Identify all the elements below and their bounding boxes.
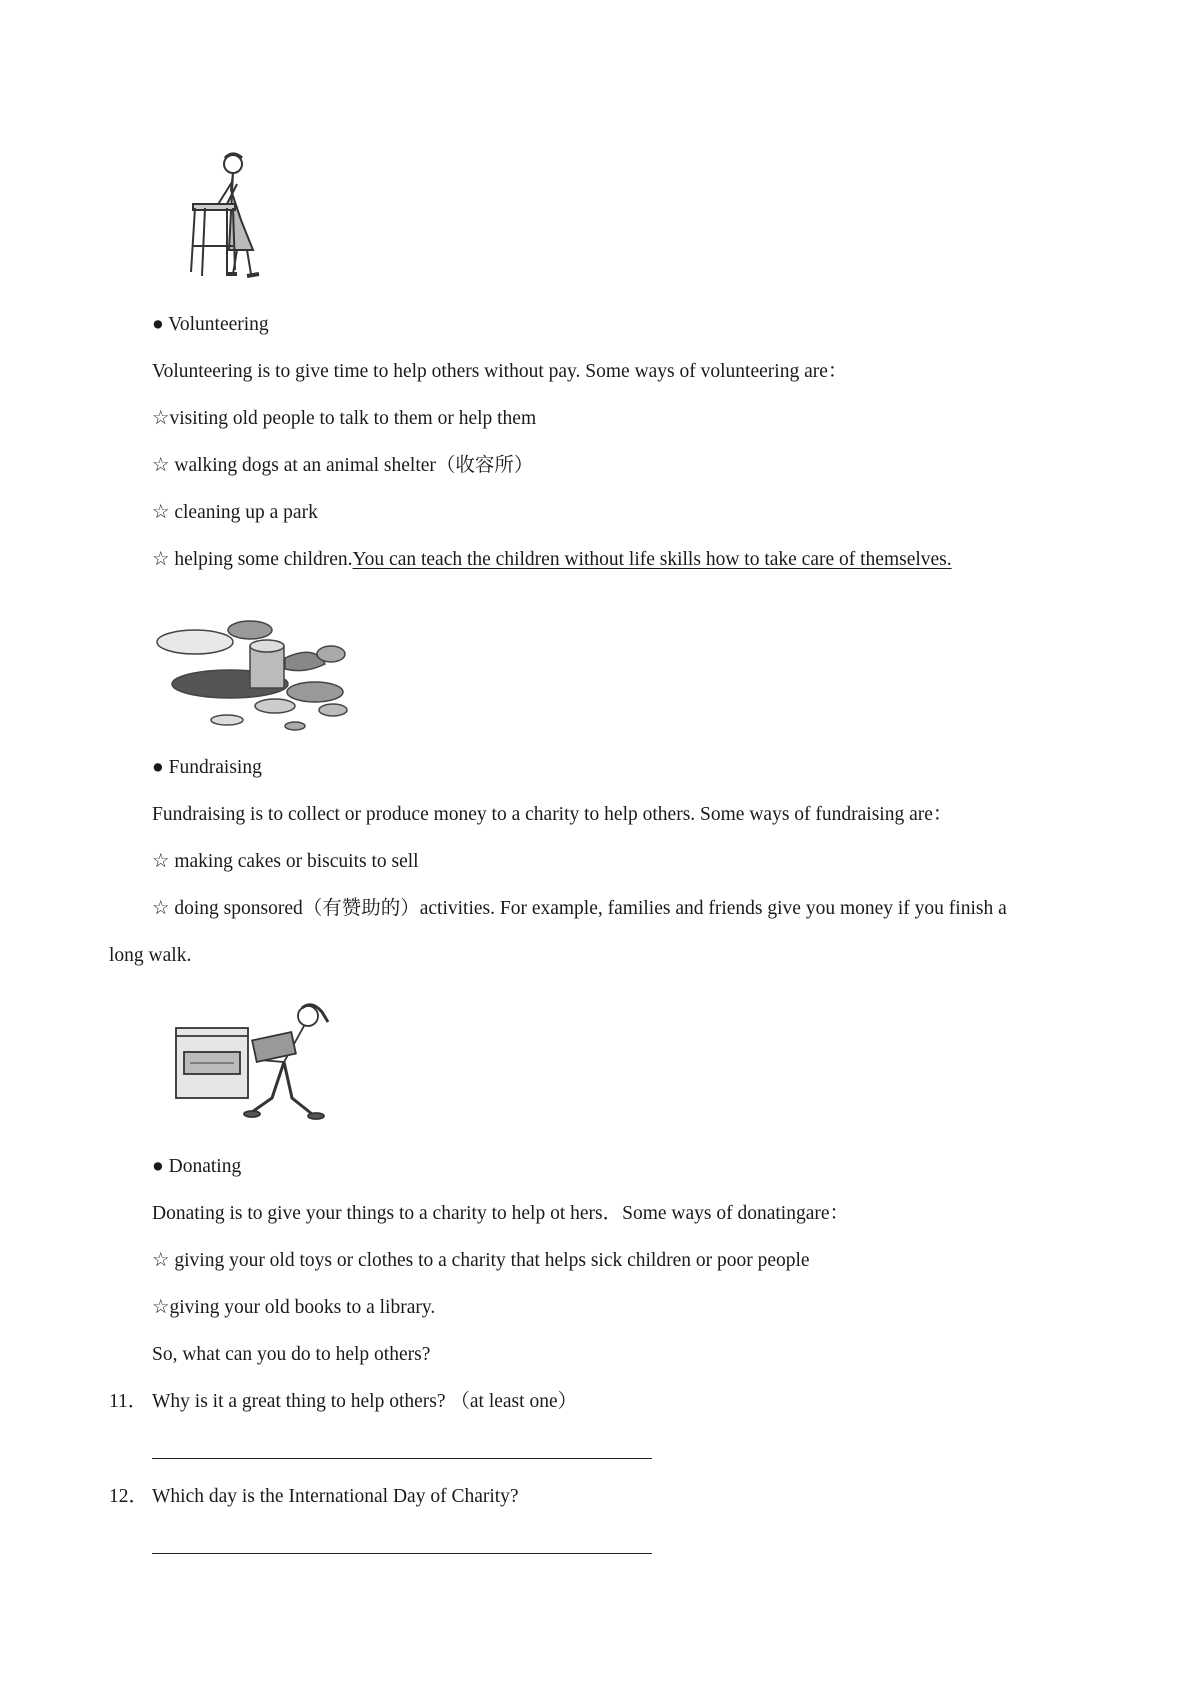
donating-intro: Donating is to give your things to a charity to help ot hers．Some ways of donatingare：: [152, 1203, 850, 1224]
fundraising-intro: Fundraising is to collect or produce money to a charity to help others. Some ways of fundraising are：: [152, 804, 953, 825]
volunteering-item-2: ☆ walking dogs at an animal shelter（收容所）: [152, 455, 534, 476]
volunteering-item-1: ☆visiting old people to talk to them or help them: [152, 408, 537, 429]
answer-line-11[interactable]: [152, 1458, 652, 1459]
fundraising-item-1: ☆ making cakes or biscuits to sell: [152, 851, 419, 872]
baking-cakes-illustration: [155, 614, 360, 734]
volunteering-item-3: ☆ cleaning up a park: [152, 502, 318, 523]
volunteering-intro: Volunteering is to give time to help others without pay. Some ways of volunteering are：: [152, 361, 848, 382]
answer-line-12[interactable]: [152, 1553, 652, 1554]
donating-item-1: ☆ giving your old toys or clothes to a charity that helps sick children or poor people: [152, 1250, 810, 1271]
question-11: [109, 1390, 577, 1414]
question-number: 12．: [109, 1486, 149, 1507]
question-text: Which day is the International Day of Charity?: [152, 1486, 519, 1507]
underlined-sentence: You can teach the children without life skills how to take care of themselves.: [352, 549, 952, 570]
donating-closing: So, what can you do to help others?: [152, 1344, 431, 1365]
donating-heading: ● Donating: [152, 1156, 242, 1177]
volunteering-heading: ● Volunteering: [152, 314, 269, 335]
question-12: [109, 1485, 519, 1509]
fundraising-item-2-line-1: ☆ doing sponsored（有赞助的）activities. For example, families and friends give you money if you finish a: [152, 898, 1007, 919]
donation-box-illustration: [172, 1002, 332, 1120]
donating-item-2: ☆giving your old books to a library.: [152, 1297, 436, 1318]
fundraising-item-2-line-2: long walk.: [109, 945, 192, 966]
elderly-walker-illustration: [185, 150, 285, 285]
volunteering-item-4: [152, 548, 952, 572]
question-number: 11．: [109, 1391, 148, 1412]
fundraising-heading: ● Fundraising: [152, 757, 262, 778]
volunteering-item-4-prefix: ☆ helping some children.: [152, 549, 353, 570]
question-text: Why is it a great thing to help others? （at least one）: [152, 1391, 578, 1412]
